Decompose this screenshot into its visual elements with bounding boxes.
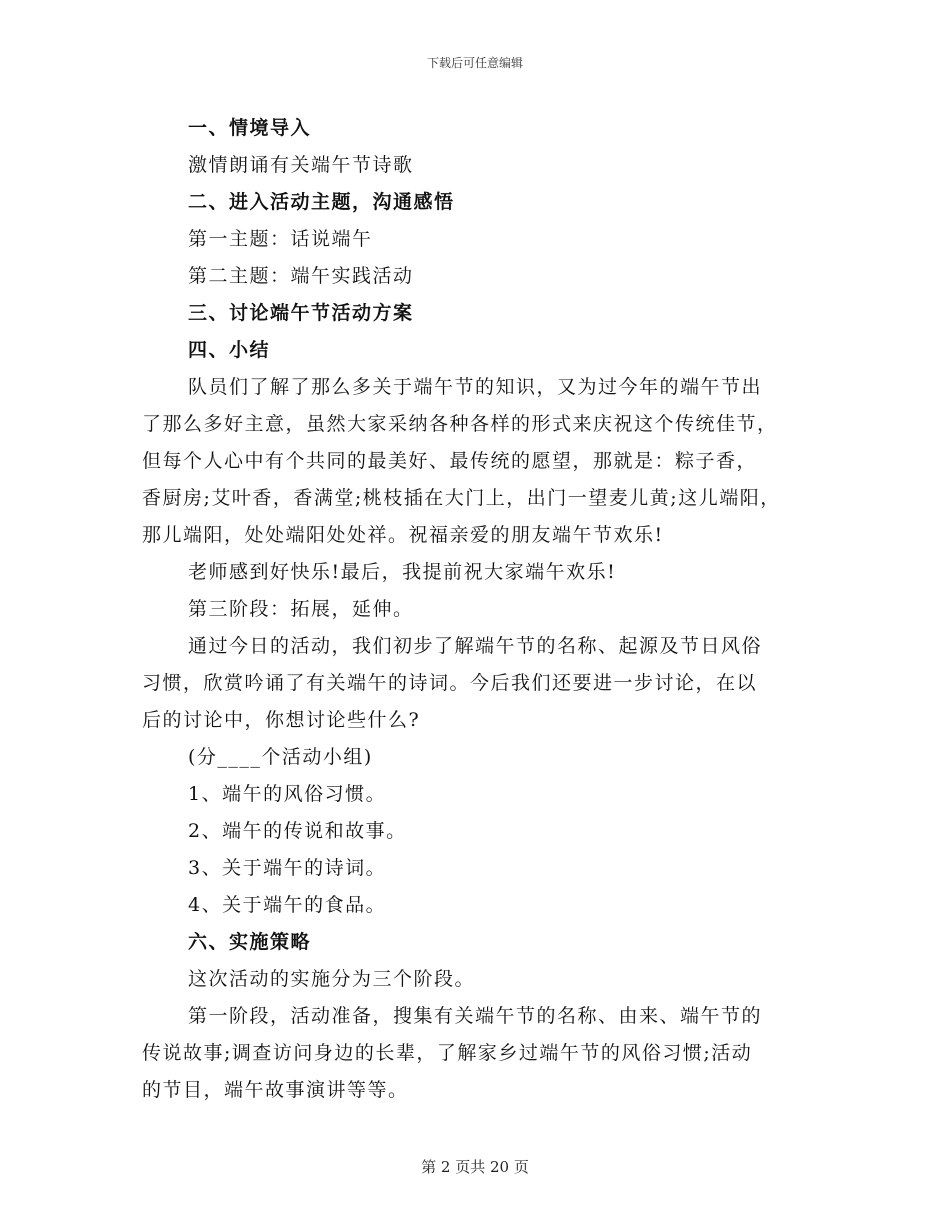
paragraph-line: 第一阶段，活动准备，搜集有关端午节的名称、由来、端午节的 [188,1005,763,1027]
paragraph-line: (分____个活动小组) [188,746,373,768]
paragraph-line: 香厨房;艾叶香，香满堂;桃枝插在大门上，出门一望麦儿黄;这儿端阳， [142,487,781,509]
section-heading: 三、讨论端午节活动方案 [188,302,414,324]
paragraph-line: 通过今日的活动，我们初步了解端午节的名称、起源及节日风俗 [188,635,763,657]
paragraph-line: 的节目，端午故事演讲等等。 [142,1079,409,1101]
section-heading: 六、实施策略 [188,931,312,953]
paragraph-line: 队员们了解了那么多关于端午节的知识，又为过今年的端午节出 [188,376,763,398]
page-number: 第 2 页共 20 页 [421,1158,529,1176]
document-body [142,110,812,1109]
paragraph-line: 这次活动的实施分为三个阶段。 [188,968,476,990]
section-heading: 一、情境导入 [188,117,312,139]
section-heading: 二、进入活动主题，沟通感悟 [188,191,455,213]
paragraph-line: 但每个人心中有个共同的最美好、最传统的愿望，那就是：粽子香， [142,450,758,472]
section-heading: 四、小结 [188,339,271,361]
paragraph-line: 传说故事;调查访问身边的长辈，了解家乡过端午节的风俗习惯;活动 [142,1042,753,1064]
paragraph-line: 2、端午的传说和故事。 [188,820,407,842]
paragraph-line: 1、端午的风俗习惯。 [188,783,387,805]
paragraph-line: 习惯，欣赏吟诵了有关端午的诗词。今后我们还要进一步讨论，在以 [142,672,758,694]
paragraph-line: 激情朗诵有关端午节诗歌 [188,154,414,176]
paragraph-line: 了那么多好主意，虽然大家采纳各种各样的形式来庆祝这个传统佳节， [142,413,778,435]
paragraph-line: 后的讨论中，你想讨论些什么? [142,709,421,731]
paragraph-line: 第三阶段：拓展，延伸。 [188,598,414,620]
paragraph-line: 老师感到好快乐!最后，我提前祝大家端午欢乐! [188,561,617,583]
paragraph-line: 第一主题：话说端午 [188,228,373,250]
paragraph-line: 那儿端阳，处处端阳处处祥。祝福亲爱的朋友端午节欢乐! [142,524,664,546]
page-header-note: 下载后可任意编辑 [426,56,523,70]
paragraph-line: 3、关于端午的诗词。 [188,857,387,879]
paragraph-line: 4、关于端午的食品。 [188,894,387,916]
paragraph-line: 第二主题：端午实践活动 [188,265,414,287]
